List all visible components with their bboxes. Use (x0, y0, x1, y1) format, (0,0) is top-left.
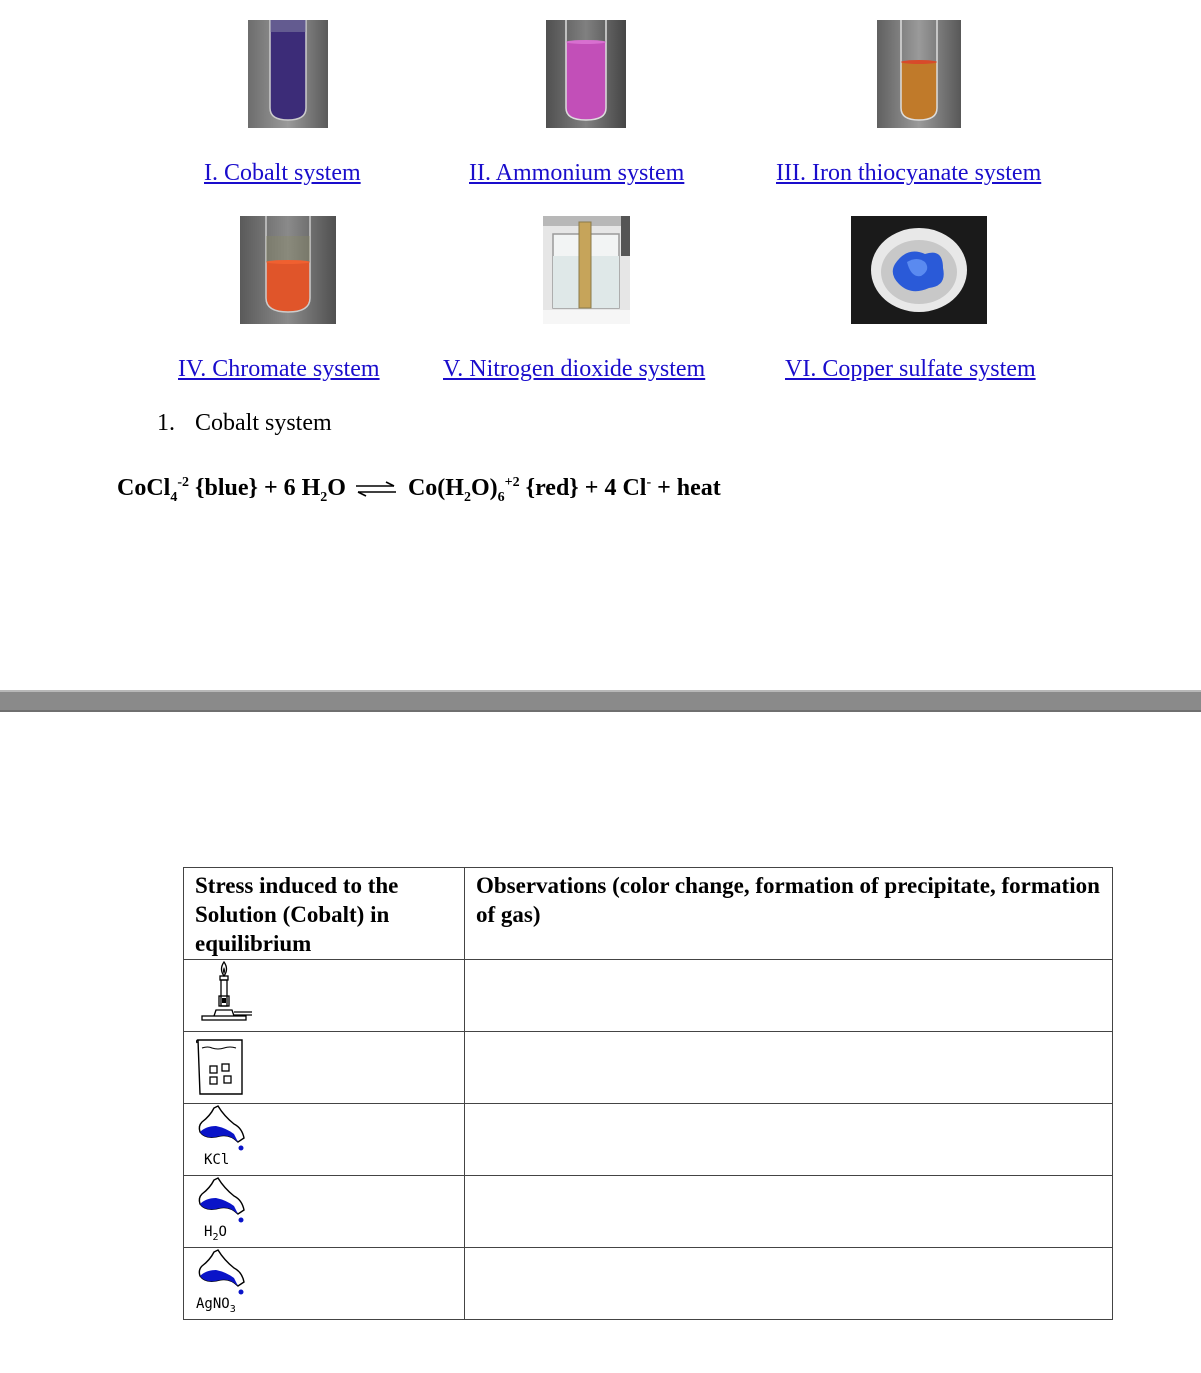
chromate-test-tube-image (240, 216, 336, 324)
reagent-label-kcl: KCl (204, 1152, 230, 1168)
link-cobalt-system[interactable]: I. Cobalt system (204, 160, 361, 186)
copper-sulfate-bowl-image (851, 216, 987, 324)
nitrogen-dioxide-beaker-image (543, 216, 630, 324)
table-row (184, 1176, 1113, 1248)
table-row (184, 1104, 1113, 1176)
link-chromate-system[interactable]: IV. Chromate system (178, 356, 380, 382)
dropper-icon (194, 1248, 250, 1298)
cobalt-test-tube-image (248, 20, 328, 128)
reagent-label-agno3: AgNO$_3$ (196, 1296, 236, 1315)
dropper-icon (194, 1176, 250, 1226)
bunsen-burner-icon (194, 960, 254, 1031)
dropper-icon (194, 1104, 250, 1154)
ice-beaker-icon (196, 1032, 246, 1103)
table-row (184, 1032, 1113, 1104)
observation-table (183, 867, 1113, 1320)
equilibrium-arrows-icon (354, 481, 398, 497)
table-row (184, 1248, 1113, 1320)
table-header-row (184, 868, 1113, 960)
section-heading (157, 410, 332, 437)
iron-thiocyanate-test-tube-image (877, 20, 961, 128)
header-observations: Observations (color change, formation of precipitate, formation of gas) (465, 868, 1113, 960)
section-title: Cobalt system (195, 410, 332, 436)
ammonium-test-tube-image (546, 20, 626, 128)
link-ammonium-system[interactable]: II. Ammonium system (469, 160, 685, 186)
link-iron-thiocyanate-system[interactable]: III. Iron thiocyanate system (776, 160, 1042, 186)
header-stress: Stress induced to the Solution (Cobalt) in equilibrium (184, 868, 465, 960)
link-copper-sulfate-system[interactable]: VI. Copper sulfate system (785, 356, 1036, 382)
page-divider (0, 690, 1201, 712)
table-row (184, 960, 1113, 1032)
section-number: 1. (157, 410, 175, 436)
link-nitrogen-dioxide-system[interactable]: V. Nitrogen dioxide system (443, 356, 706, 382)
cobalt-equilibrium-equation: CoCl$_4^{-2}$ {blue} + 6 $H_2O$ $Co(H_2O)_6^{+2}$ {red} + 4 Cl- + heat (117, 475, 721, 505)
reagent-label-water: $H_2O$ (204, 1224, 227, 1243)
